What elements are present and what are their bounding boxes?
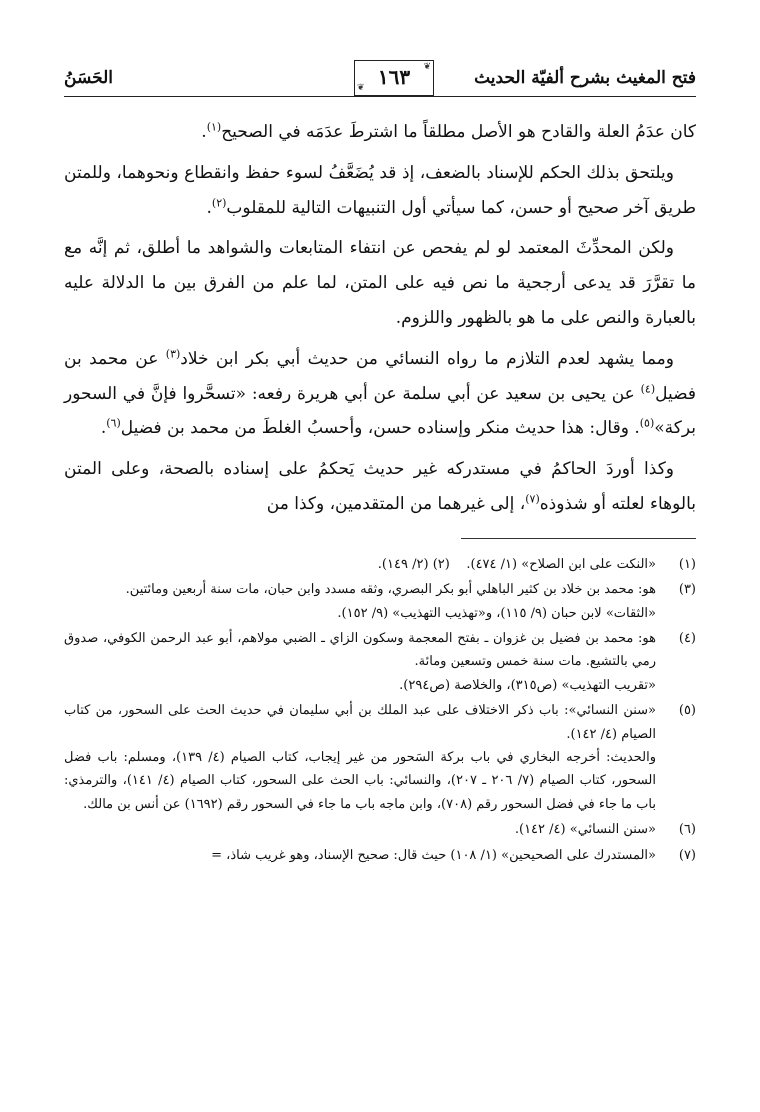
footnote-6: (٦) «سنن النسائي» (٤/ ١٤٢).: [514, 822, 696, 838]
section-title: الحَسَنُ: [64, 68, 113, 88]
footnote-divider: [461, 538, 696, 539]
footnote-ref[interactable]: (٣): [165, 347, 181, 361]
paragraph-2: ويلتحق بذلك الحكم للإسناد بالضعف، إذ قد يُضَعَّفُ لسوء حفظ وانقطاع ونحوهما، وللمتن طريق آخر صحيح أو حسن، كما سيأتي أول التنبيهات التالية للمقلوب$^{(٢)}$.: [64, 162, 696, 218]
footnote-4: (٤) هو: محمد بن فضيل بن غزوان ـ بفتح المعجمة وسكون الزاي ـ الضبي مولاهم، أبو عبد الرحمن الكوفي، صدوق رمي بالتشيع. مات سنة خمس وتسعين ومائة. «تقريب التهذيب» (ص٣١٥)، والخلاصة (ص٢٩٤).: [64, 630, 696, 693]
corner-ornament-icon: ❦: [357, 83, 365, 93]
paragraph-3: ولكن المحدِّثَ المعتمد لو لم يفحص عن انتفاء المتابعات والشواهد ما أطلق، ثم إنَّه مع ما تقرَّرَ قد يدعى أرجحية ما نص فيه على المتن، لما علم من الفرق بين ما الدلالة عليه بالعبارة والنص على ما هو بالظهور واللزوم.: [64, 238, 696, 328]
footnote-ref[interactable]: (٤): [640, 381, 656, 395]
paragraph-5: وكذا أوردَ الحاكمُ في مستدركه غير حديث يَحكمُ على إسناده بالصحة، وعلى المتن بالوهاء لعلته أو شذوذه$^{(٧)}$، إلى غيرهما من المتقدمين، وكذا من: [64, 459, 696, 514]
book-title: فتح المغيث بشرح ألفيّة الحديث: [474, 68, 696, 88]
main-text: [64, 115, 696, 522]
corner-ornament-icon: ❦: [423, 62, 431, 72]
footnote-ref[interactable]: (٧): [525, 492, 540, 506]
footnote-3: (٣) هو: محمد بن خلاد بن كثير الباهلي أبو بكر البصري، وثقه مسدد وابن حبان، مات سنة أربعين ومائتين. «الثقات» لابن حبان (٩/ ١١٥)، و«تهذيب التهذيب» (٩/ ١٥٢).: [125, 582, 696, 621]
footnotes: [64, 553, 696, 867]
footnote-7: (٧) «المستدرك على الصحيحين» (١/ ١٠٨) حيث قال: صحيح الإسناد، وهو غريب شاذ، =: [211, 847, 696, 863]
paragraph-1: كان عدَمُ العلة والقادح هو الأصل مطلقاً ما اشترطَ عدَمَه في الصحيح$^{(١)}$.: [201, 120, 696, 142]
footnote-ref[interactable]: (٥): [639, 416, 655, 430]
footnote-ref[interactable]: (١): [206, 120, 222, 134]
footnote-ref[interactable]: (٢): [211, 195, 227, 209]
paragraph-4: ومما يشهد لعدم التلازم ما رواه النسائي من حديث أبي بكر ابن خلاد$^{(٣)}$ عن محمد بن فضيل$^{(٤)}$ عن يحيى بن سعيد عن أبي سلمة عن أبي هريرة رفعه: «تسحَّروا فإنَّ في السحور بركة»$^{(٥)}$. وقال: هذا حديث منكر وإسناده حسن، وأحسبُ الغلطَ من محمد بن فضيل$^{(٦)}$.: [64, 347, 696, 439]
running-header: [64, 56, 696, 97]
page-number: ١٦٣: [377, 65, 411, 89]
footnote-5: (٥) «سنن النسائي»: باب ذكر الاختلاف على عبد الملك بن أبي سليمان في حديث الحث على السحور، من كتاب الصيام (٤/ ١٤٢). والحديث: أخرجه البخاري في باب بركة السَحور من غير إيجاب، كتاب الصيام (٤/ ١٣٩)، ومسلم: باب فضل السحور، كتاب الصيام (٧/ ٢٠٦ ـ ٢٠٧)، والنسائي: باب الحث على السحور، كتاب الصيام (٤/ ١٤١)، والترمذي: باب ما جاء في فضل السحور رقم (٧٠٨)، وابن ماجه باب ما جاء في السحور رقم (١٦٩٢) عن أنس بن مالك.: [64, 703, 696, 812]
page-number-box: [354, 60, 434, 96]
page: [64, 56, 696, 869]
footnote-1-2: (١) «النكت على ابن الصلاح» (١/ ٤٧٤). (٢) (٢/ ١٤٩).: [377, 556, 696, 572]
footnote-ref[interactable]: (٦): [106, 416, 121, 430]
